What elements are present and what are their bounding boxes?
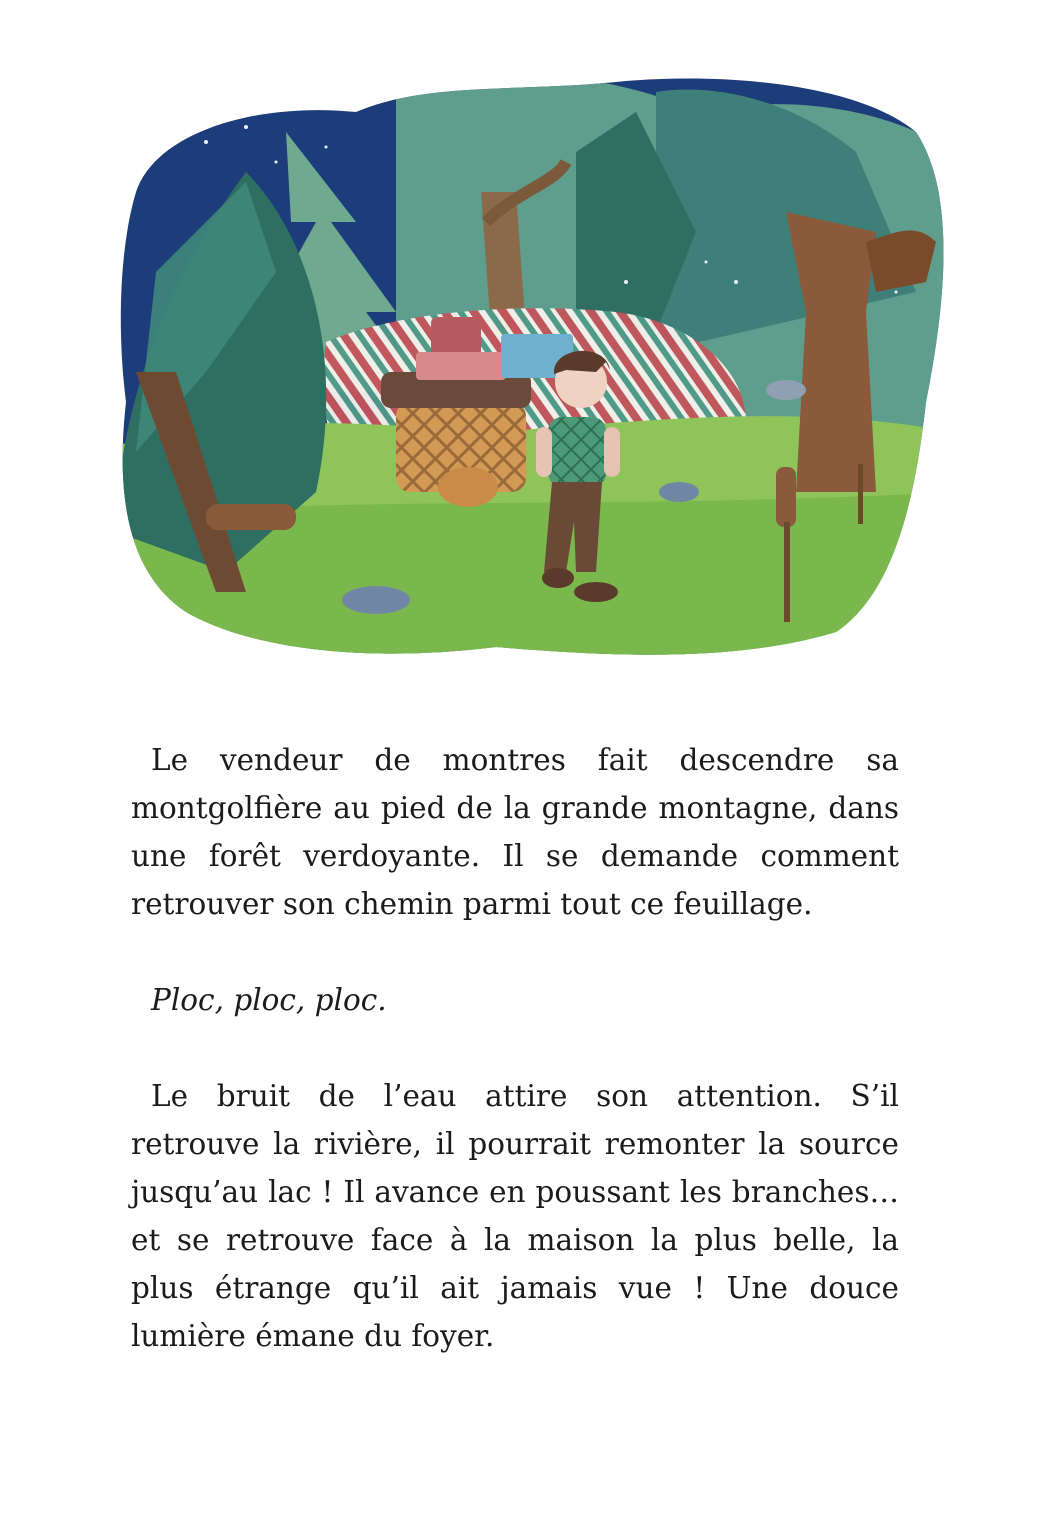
paragraph-1: Le vendeur de montres fait descendre sa montgolfière au pied de la grande montagne, dans une forêt verdoyante. Il se demande comment retrouver son chemin parmi tout ce feuillage. bbox=[131, 743, 899, 921]
paragraph-3: Le bruit de l’eau attire son attention. S’il retrouve la rivière, il pourrait remonter la source jusqu’au lac ! Il avance en poussant les branches… et se retrouve face à la maison la plus belle, la plus étrange qu’il ait jamais vue ! Une douce lumière émane du foyer. bbox=[131, 1079, 899, 1353]
forest-illustration bbox=[96, 72, 952, 672]
story-text bbox=[131, 736, 899, 1360]
paragraph-2-sound: Ploc, ploc, ploc. bbox=[151, 983, 387, 1017]
